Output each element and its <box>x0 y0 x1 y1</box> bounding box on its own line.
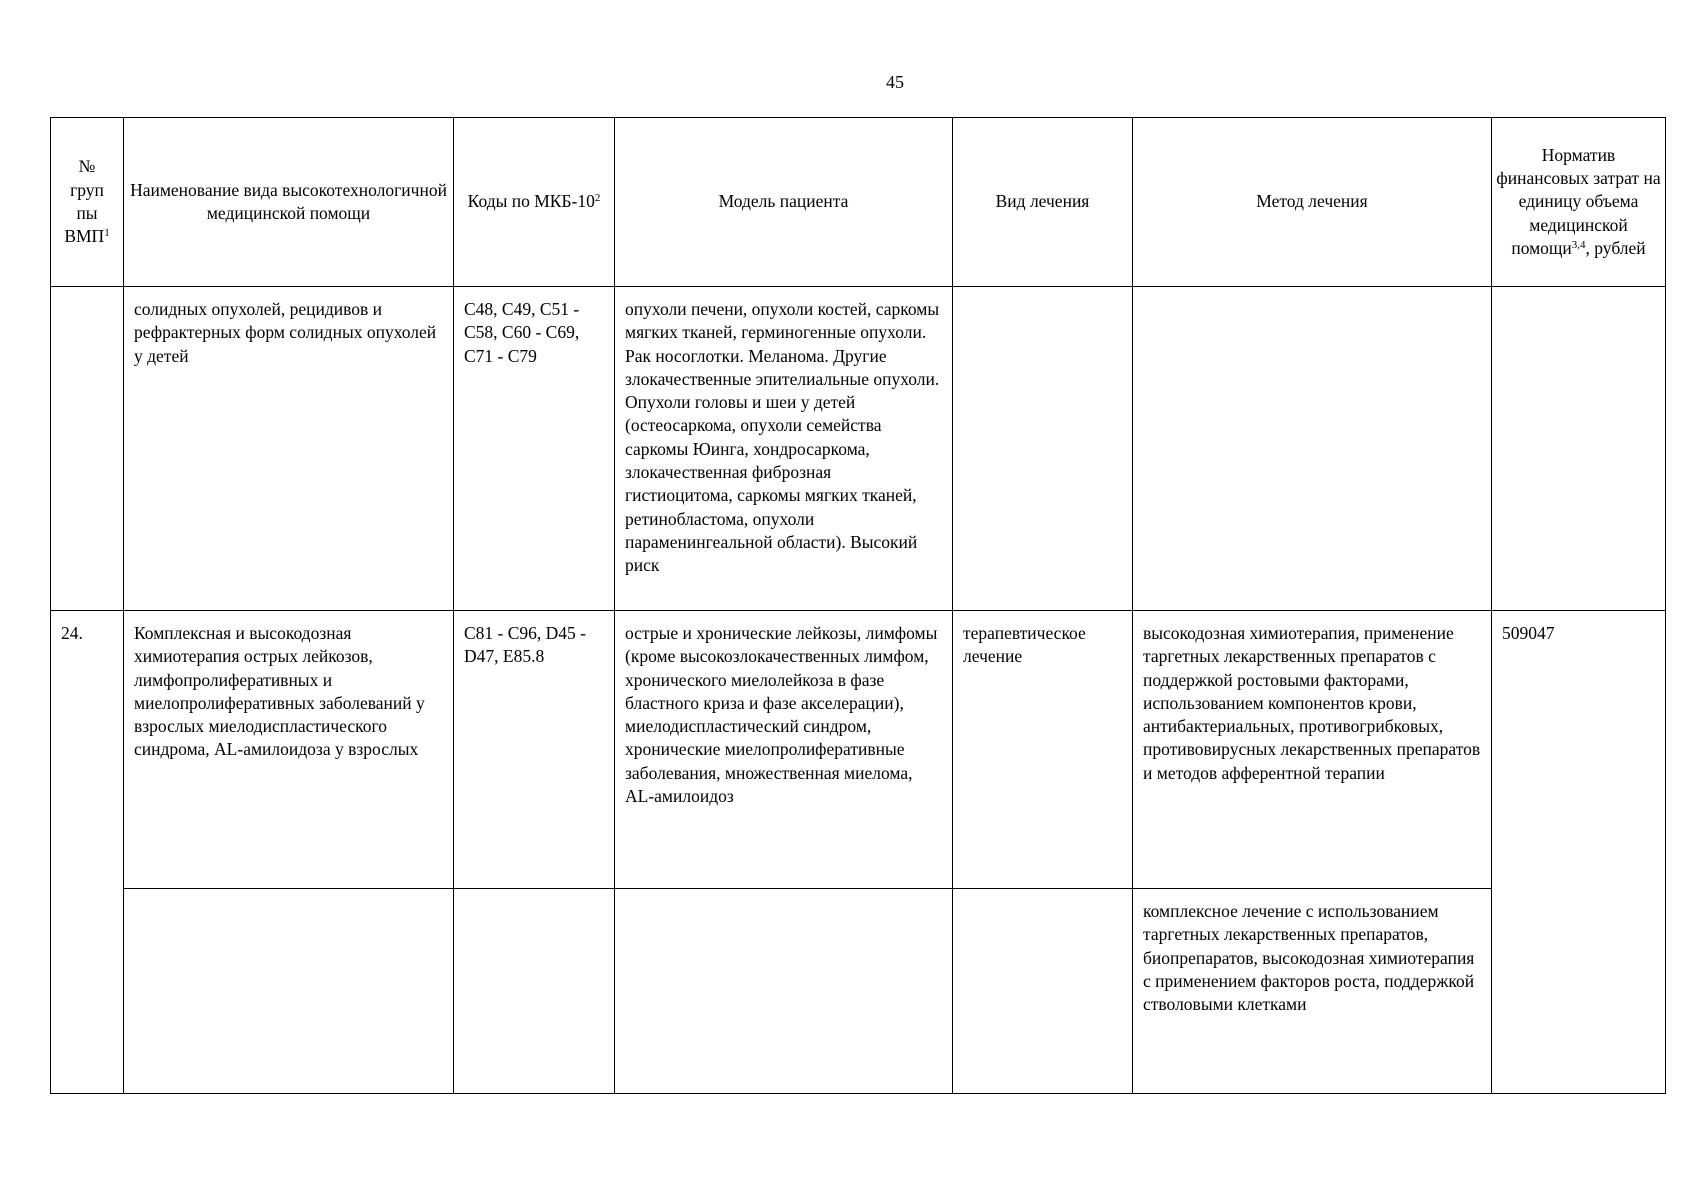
table-row <box>51 611 1666 889</box>
header-care-type-name: Наименование вида высокотехнологичной медицинской помощи <box>124 118 454 287</box>
cell-model <box>615 889 953 1094</box>
header-icd10-codes: Коды по МКБ-$10^2$ <box>454 118 615 287</box>
header-treatment-type: Вид лечения <box>953 118 1133 287</box>
cell-codes <box>454 889 615 1094</box>
cell-treatment-type <box>953 287 1133 611</box>
page-number: 45 <box>886 72 904 92</box>
cell-name <box>124 889 454 1094</box>
cell-name: солидных опухолей, рецидивов и рефрактерных форм солидных опухолей у детей <box>124 287 454 611</box>
cell-group <box>51 287 124 611</box>
table-row <box>51 287 1666 611</box>
header-group-number: № груп пы ВМП$^1$ <box>51 118 124 287</box>
cell-model: острые и хронические лейкозы, лимфомы (кроме высокозлокачественных лимфом, хронического миелолейкоза в фазе бластного криза и фазе акселерации), миелодиспластический синдром, хронические миелопролиферативные заболевания, множественная миелома, AL-амилоидоз <box>615 611 953 889</box>
cell-method: высокодозная химиотерапия, применение таргетных лекарственных препаратов с поддержкой ростовыми факторами, использованием компонентов крови, антибактериальных, противогрибковых, противовирусных лекарственных препаратов и методов афферентной терапии <box>1133 611 1492 889</box>
cell-name: Комплексная и высокодозная химиотерапия острых лейкозов, лимфопролиферативных и миелопролиферативных заболеваний у взрослых миелодиспластического синдрома, AL-амилоидоза у взрослых <box>124 611 454 889</box>
cell-group: 24. <box>51 611 124 1094</box>
cell-cost: 509047 <box>1492 611 1666 1094</box>
header-patient-model: Модель пациента <box>615 118 953 287</box>
cell-model: опухоли печени, опухоли костей, саркомы мягких тканей, герминогенные опухоли. Рак носоглотки. Меланома. Другие злокачественные эпителиальные опухоли. Опухоли головы и шеи у детей (остеосаркома, опухоли семейства саркомы Юинга, хондросаркома, злокачественная фиброзная гистиоцитома, саркомы мягких тканей, ретинобластома, опухоли параменингеальной области). Высокий риск <box>615 287 953 611</box>
cell-method <box>1133 287 1492 611</box>
header-row <box>51 118 1666 287</box>
cell-cost <box>1492 287 1666 611</box>
cell-codes: C48, C49, C51 - C58, C60 - C69, C71 - C79 <box>454 287 615 611</box>
cell-codes: C81 - C96, D45 - D47, E85.8 <box>454 611 615 889</box>
cell-treatment-type <box>953 889 1133 1094</box>
header-cost-standard: Норматив финансовых затрат на единицу объема медицинской помощи$^{3,4}$, рублей <box>1492 118 1666 287</box>
table-row <box>51 889 1666 1094</box>
cell-method: комплексное лечение с использованием таргетных лекарственных препаратов, биопрепаратов, высокодозная химиотерапия с применением факторов роста, поддержкой стволовыми клетками <box>1133 889 1492 1094</box>
vmp-table <box>50 117 1666 1094</box>
cell-treatment-type: терапевтическое лечение <box>953 611 1133 889</box>
header-treatment-method: Метод лечения <box>1133 118 1492 287</box>
